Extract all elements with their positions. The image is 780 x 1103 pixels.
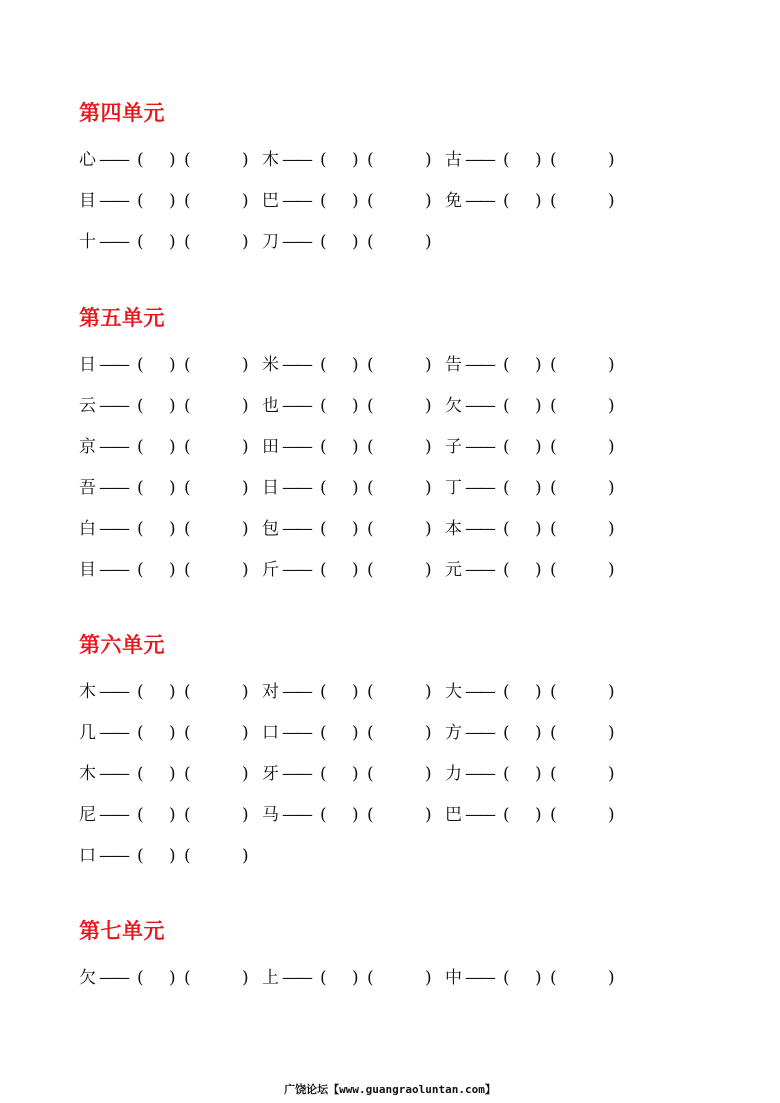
blank-close-paren: )	[242, 846, 249, 866]
dash-separator: ——	[99, 437, 127, 457]
blank-close-paren: )	[242, 682, 249, 702]
dash-separator: ——	[465, 968, 493, 988]
blank-open-paren: (	[320, 968, 327, 988]
unit-6-section	[79, 630, 699, 877]
base-character: 口	[79, 846, 96, 866]
base-character: 元	[445, 560, 462, 580]
base-character: 巴	[262, 191, 279, 211]
blank-open-paren: (	[320, 232, 327, 252]
dash-separator: ——	[465, 519, 493, 539]
blank-close-paren: )	[242, 355, 249, 375]
exercise-row	[79, 958, 699, 999]
dash-separator: ——	[465, 478, 493, 498]
blank-close-paren: )	[535, 191, 542, 211]
unit-title: 第五单元	[79, 306, 165, 330]
dash-separator: ——	[282, 560, 310, 580]
blank-close-paren: )	[425, 191, 432, 211]
blank-open-paren: (	[184, 232, 191, 252]
base-character: 吾	[79, 478, 96, 498]
dash-separator: ——	[99, 519, 127, 539]
blank-open-paren: (	[137, 232, 144, 252]
base-character: 免	[445, 191, 462, 211]
exercise-row	[79, 222, 699, 263]
blank-close-paren: )	[608, 764, 615, 784]
blank-open-paren: (	[320, 355, 327, 375]
blank-close-paren: )	[535, 764, 542, 784]
exercise-grid	[79, 140, 699, 263]
blank-close-paren: )	[169, 191, 176, 211]
blank-open-paren: (	[320, 764, 327, 784]
blank-close-paren: )	[169, 723, 176, 743]
base-character: 巴	[445, 805, 462, 825]
blank-open-paren: (	[550, 805, 557, 825]
blank-open-paren: (	[550, 396, 557, 416]
blank-close-paren: )	[608, 191, 615, 211]
base-character: 力	[445, 764, 462, 784]
base-character: 本	[445, 519, 462, 539]
blank-close-paren: )	[242, 232, 249, 252]
dash-separator: ——	[282, 968, 310, 988]
blank-close-paren: )	[169, 478, 176, 498]
base-character: 京	[79, 437, 96, 457]
base-character: 田	[262, 437, 279, 457]
exercise-row	[79, 427, 699, 468]
blank-open-paren: (	[550, 560, 557, 580]
blank-open-paren: (	[367, 519, 374, 539]
blank-open-paren: (	[320, 682, 327, 702]
blank-close-paren: )	[425, 764, 432, 784]
blank-open-paren: (	[137, 805, 144, 825]
blank-open-paren: (	[550, 150, 557, 170]
dash-separator: ——	[99, 764, 127, 784]
blank-open-paren: (	[550, 355, 557, 375]
blank-close-paren: )	[425, 437, 432, 457]
dash-separator: ——	[465, 191, 493, 211]
blank-open-paren: (	[550, 968, 557, 988]
unit-4-section	[79, 98, 699, 263]
base-character: 尼	[79, 805, 96, 825]
dash-separator: ——	[465, 396, 493, 416]
blank-close-paren: )	[352, 437, 359, 457]
blank-open-paren: (	[550, 764, 557, 784]
base-character: 刀	[262, 232, 279, 252]
blank-close-paren: )	[169, 805, 176, 825]
base-character: 欠	[79, 968, 96, 988]
blank-open-paren: (	[137, 968, 144, 988]
base-character: 古	[445, 150, 462, 170]
blank-close-paren: )	[169, 560, 176, 580]
blank-close-paren: )	[242, 437, 249, 457]
dash-separator: ——	[465, 355, 493, 375]
blank-close-paren: )	[425, 396, 432, 416]
blank-close-paren: )	[352, 191, 359, 211]
base-character: 马	[262, 805, 279, 825]
blank-open-paren: (	[503, 437, 510, 457]
blank-open-paren: (	[550, 437, 557, 457]
base-character: 包	[262, 519, 279, 539]
blank-close-paren: )	[535, 723, 542, 743]
exercise-grid	[79, 345, 699, 591]
blank-close-paren: )	[169, 437, 176, 457]
blank-open-paren: (	[137, 437, 144, 457]
blank-open-paren: (	[550, 723, 557, 743]
blank-close-paren: )	[242, 478, 249, 498]
blank-close-paren: )	[535, 150, 542, 170]
base-character: 大	[445, 682, 462, 702]
base-character: 上	[262, 968, 279, 988]
blank-close-paren: )	[352, 968, 359, 988]
base-character: 米	[262, 355, 279, 375]
blank-close-paren: )	[608, 968, 615, 988]
unit-title: 第六单元	[79, 633, 165, 657]
blank-open-paren: (	[137, 519, 144, 539]
blank-close-paren: )	[535, 968, 542, 988]
unit-title: 第七单元	[79, 919, 165, 943]
dash-separator: ——	[282, 805, 310, 825]
blank-close-paren: )	[352, 560, 359, 580]
blank-close-paren: )	[242, 723, 249, 743]
footer-site-name: 广饶论坛	[284, 1083, 329, 1096]
blank-close-paren: )	[352, 682, 359, 702]
blank-close-paren: )	[425, 150, 432, 170]
blank-open-paren: (	[503, 682, 510, 702]
blank-open-paren: (	[367, 723, 374, 743]
blank-close-paren: )	[352, 396, 359, 416]
blank-open-paren: (	[503, 396, 510, 416]
blank-close-paren: )	[242, 191, 249, 211]
base-character: 口	[262, 723, 279, 743]
exercise-row	[79, 386, 699, 427]
dash-separator: ——	[99, 805, 127, 825]
blank-open-paren: (	[550, 191, 557, 211]
base-character: 目	[79, 191, 96, 211]
blank-open-paren: (	[320, 396, 327, 416]
exercise-grid	[79, 672, 699, 877]
base-character: 木	[79, 764, 96, 784]
blank-close-paren: )	[352, 478, 359, 498]
blank-open-paren: (	[184, 764, 191, 784]
dash-separator: ——	[282, 478, 310, 498]
blank-open-paren: (	[184, 682, 191, 702]
blank-open-paren: (	[503, 519, 510, 539]
blank-open-paren: (	[367, 764, 374, 784]
dash-separator: ——	[465, 764, 493, 784]
blank-close-paren: )	[608, 478, 615, 498]
blank-close-paren: )	[608, 560, 615, 580]
blank-open-paren: (	[320, 519, 327, 539]
blank-open-paren: (	[137, 191, 144, 211]
blank-open-paren: (	[137, 478, 144, 498]
blank-open-paren: (	[367, 150, 374, 170]
dash-separator: ——	[282, 191, 310, 211]
blank-open-paren: (	[367, 232, 374, 252]
dash-separator: ——	[465, 682, 493, 702]
blank-close-paren: )	[169, 232, 176, 252]
blank-close-paren: )	[425, 805, 432, 825]
blank-close-paren: )	[242, 764, 249, 784]
dash-separator: ——	[465, 805, 493, 825]
blank-close-paren: )	[535, 355, 542, 375]
blank-open-paren: (	[137, 355, 144, 375]
dash-separator: ——	[465, 150, 493, 170]
dash-separator: ——	[99, 355, 127, 375]
base-character: 丁	[445, 478, 462, 498]
blank-open-paren: (	[503, 150, 510, 170]
blank-close-paren: )	[242, 150, 249, 170]
blank-close-paren: )	[169, 846, 176, 866]
blank-close-paren: )	[425, 723, 432, 743]
base-character: 日	[79, 355, 96, 375]
blank-open-paren: (	[184, 723, 191, 743]
exercise-grid	[79, 958, 699, 999]
blank-open-paren: (	[320, 805, 327, 825]
blank-close-paren: )	[169, 968, 176, 988]
blank-close-paren: )	[535, 560, 542, 580]
blank-close-paren: )	[242, 519, 249, 539]
base-character: 中	[445, 968, 462, 988]
exercise-row	[79, 140, 699, 181]
blank-open-paren: (	[184, 560, 191, 580]
blank-open-paren: (	[137, 723, 144, 743]
exercise-row	[79, 345, 699, 386]
blank-close-paren: )	[425, 478, 432, 498]
blank-open-paren: (	[320, 723, 327, 743]
blank-close-paren: )	[242, 396, 249, 416]
dash-separator: ——	[99, 191, 127, 211]
base-character: 对	[262, 682, 279, 702]
exercise-row	[79, 509, 699, 550]
blank-open-paren: (	[184, 437, 191, 457]
blank-open-paren: (	[503, 478, 510, 498]
blank-open-paren: (	[503, 560, 510, 580]
base-character: 日	[262, 478, 279, 498]
blank-close-paren: )	[352, 764, 359, 784]
blank-open-paren: (	[320, 478, 327, 498]
blank-close-paren: )	[169, 519, 176, 539]
dash-separator: ——	[465, 560, 493, 580]
base-character: 告	[445, 355, 462, 375]
base-character: 心	[79, 150, 96, 170]
dash-separator: ——	[465, 437, 493, 457]
base-character: 目	[79, 560, 96, 580]
blank-open-paren: (	[184, 846, 191, 866]
blank-open-paren: (	[320, 560, 327, 580]
base-character: 云	[79, 396, 96, 416]
base-character: 几	[79, 723, 96, 743]
blank-close-paren: )	[425, 560, 432, 580]
blank-open-paren: (	[550, 519, 557, 539]
dash-separator: ——	[99, 968, 127, 988]
blank-close-paren: )	[608, 805, 615, 825]
blank-close-paren: )	[425, 355, 432, 375]
blank-open-paren: (	[367, 437, 374, 457]
blank-open-paren: (	[367, 478, 374, 498]
base-character: 方	[445, 723, 462, 743]
exercise-row	[79, 181, 699, 222]
dash-separator: ——	[282, 232, 310, 252]
blank-close-paren: )	[425, 968, 432, 988]
blank-close-paren: )	[608, 150, 615, 170]
dash-separator: ——	[282, 764, 310, 784]
blank-close-paren: )	[425, 232, 432, 252]
blank-close-paren: )	[242, 805, 249, 825]
blank-close-paren: )	[169, 396, 176, 416]
dash-separator: ——	[282, 682, 310, 702]
blank-open-paren: (	[367, 560, 374, 580]
dash-separator: ——	[99, 846, 127, 866]
unit-7-section	[79, 916, 699, 999]
base-character: 欠	[445, 396, 462, 416]
blank-open-paren: (	[320, 150, 327, 170]
blank-close-paren: )	[608, 682, 615, 702]
blank-open-paren: (	[503, 805, 510, 825]
blank-close-paren: )	[169, 355, 176, 375]
blank-close-paren: )	[608, 437, 615, 457]
blank-open-paren: (	[503, 191, 510, 211]
base-character: 牙	[262, 764, 279, 784]
blank-close-paren: )	[242, 560, 249, 580]
dash-separator: ——	[99, 396, 127, 416]
blank-open-paren: (	[367, 682, 374, 702]
blank-open-paren: (	[503, 723, 510, 743]
blank-open-paren: (	[367, 805, 374, 825]
blank-open-paren: (	[137, 396, 144, 416]
exercise-row	[79, 836, 699, 877]
blank-open-paren: (	[367, 968, 374, 988]
exercise-row	[79, 550, 699, 591]
blank-open-paren: (	[184, 150, 191, 170]
exercise-row	[79, 754, 699, 795]
blank-open-paren: (	[137, 764, 144, 784]
page-footer	[0, 1081, 780, 1097]
blank-open-paren: (	[137, 846, 144, 866]
blank-close-paren: )	[169, 682, 176, 702]
blank-close-paren: )	[608, 519, 615, 539]
blank-open-paren: (	[367, 355, 374, 375]
blank-open-paren: (	[503, 355, 510, 375]
blank-open-paren: (	[184, 968, 191, 988]
dash-separator: ——	[99, 560, 127, 580]
footer-url: 【www.guangraoluntan.com】	[328, 1083, 496, 1096]
base-character: 木	[262, 150, 279, 170]
exercise-row	[79, 672, 699, 713]
base-character: 十	[79, 232, 96, 252]
blank-close-paren: )	[535, 478, 542, 498]
blank-close-paren: )	[352, 150, 359, 170]
unit-5-section	[79, 303, 699, 591]
blank-close-paren: )	[242, 968, 249, 988]
dash-separator: ——	[99, 232, 127, 252]
blank-close-paren: )	[352, 355, 359, 375]
exercise-row	[79, 468, 699, 509]
blank-close-paren: )	[535, 682, 542, 702]
base-character: 木	[79, 682, 96, 702]
blank-close-paren: )	[169, 150, 176, 170]
blank-close-paren: )	[535, 437, 542, 457]
blank-open-paren: (	[503, 764, 510, 784]
blank-close-paren: )	[352, 805, 359, 825]
blank-open-paren: (	[137, 682, 144, 702]
dash-separator: ——	[282, 519, 310, 539]
dash-separator: ——	[282, 355, 310, 375]
blank-close-paren: )	[352, 519, 359, 539]
dash-separator: ——	[99, 478, 127, 498]
base-character: 斤	[262, 560, 279, 580]
blank-open-paren: (	[137, 150, 144, 170]
blank-open-paren: (	[184, 478, 191, 498]
blank-close-paren: )	[352, 723, 359, 743]
blank-close-paren: )	[169, 764, 176, 784]
blank-open-paren: (	[320, 191, 327, 211]
exercise-row	[79, 713, 699, 754]
dash-separator: ——	[282, 396, 310, 416]
blank-open-paren: (	[184, 805, 191, 825]
blank-open-paren: (	[367, 396, 374, 416]
unit-title: 第四单元	[79, 101, 165, 125]
blank-open-paren: (	[367, 191, 374, 211]
dash-separator: ——	[99, 682, 127, 702]
blank-open-paren: (	[184, 355, 191, 375]
dash-separator: ——	[282, 437, 310, 457]
blank-close-paren: )	[535, 805, 542, 825]
blank-close-paren: )	[535, 396, 542, 416]
blank-open-paren: (	[320, 437, 327, 457]
dash-separator: ——	[282, 723, 310, 743]
blank-open-paren: (	[184, 396, 191, 416]
dash-separator: ——	[99, 723, 127, 743]
blank-close-paren: )	[352, 232, 359, 252]
blank-open-paren: (	[184, 191, 191, 211]
dash-separator: ——	[465, 723, 493, 743]
blank-close-paren: )	[608, 355, 615, 375]
dash-separator: ——	[99, 150, 127, 170]
blank-open-paren: (	[503, 968, 510, 988]
blank-close-paren: )	[535, 519, 542, 539]
blank-close-paren: )	[425, 682, 432, 702]
exercise-row	[79, 795, 699, 836]
blank-open-paren: (	[550, 478, 557, 498]
blank-close-paren: )	[608, 723, 615, 743]
blank-open-paren: (	[184, 519, 191, 539]
dash-separator: ——	[282, 150, 310, 170]
base-character: 子	[445, 437, 462, 457]
blank-open-paren: (	[550, 682, 557, 702]
blank-open-paren: (	[137, 560, 144, 580]
blank-close-paren: )	[425, 519, 432, 539]
base-character: 也	[262, 396, 279, 416]
blank-close-paren: )	[608, 396, 615, 416]
base-character: 白	[79, 519, 96, 539]
